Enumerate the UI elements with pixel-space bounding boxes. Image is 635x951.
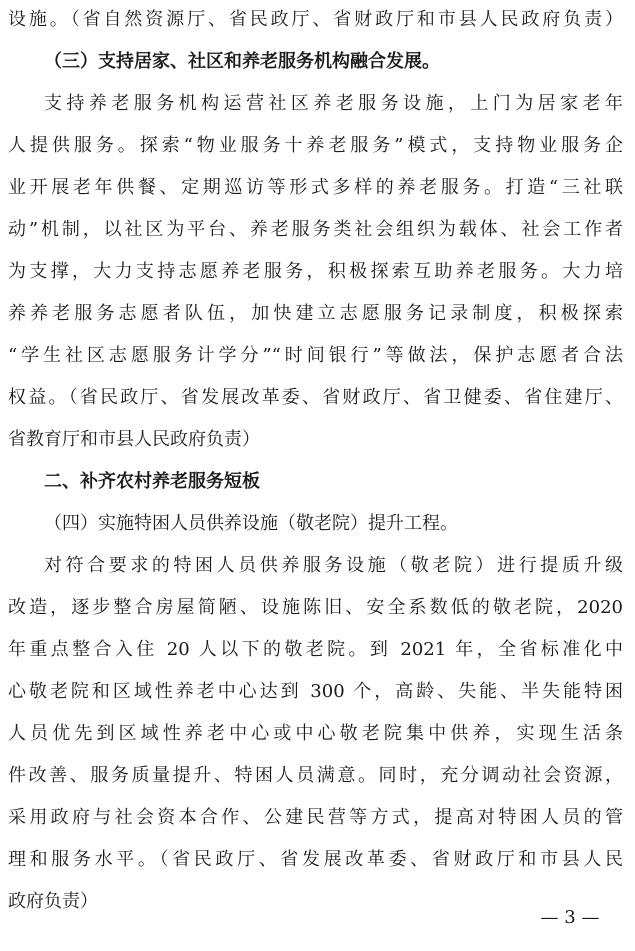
text-line-15: 改造，逐步整合房屋简陋、设施陈旧、安全系数低的敬老院，2020 xyxy=(8,597,623,618)
section-heading-2: 二、补齐农村养老服务短板 xyxy=(44,471,260,492)
page-number: — 3 — xyxy=(540,907,600,928)
text-line-05: 业开展老年供餐、定期巡访等形式多样的养老服务。打造“三社联 xyxy=(8,177,623,198)
text-line-07: 为支撑，大力支持志愿养老服务，积极探索互助养老服务。大力培 xyxy=(8,261,623,282)
text-line-06: 动”机制，以社区为平台、养老服务类社会组织为载体、社会工作者 xyxy=(8,219,623,240)
text-line-08: 养养老服务志愿者队伍，加快建立志愿服务记录制度，积极探索 xyxy=(8,303,623,324)
text-line-10: 权益。（省民政厅、省发展改革委、省财政厅、省卫健委、省住建厅、 xyxy=(8,387,623,408)
text-line-18: 人员优先到区域性养老中心或中心敬老院集中供养，实现生活条 xyxy=(8,723,623,744)
text-line-17: 心敬老院和区域性养老中心达到 300 个，高龄、失能、半失能特困 xyxy=(8,681,623,702)
text-line-16: 年重点整合入住 20 人以下的敬老院。到 2021 年，全省标准化中 xyxy=(8,639,623,660)
text-line-11: 省教育厅和市县人民政府负责） xyxy=(8,429,260,450)
text-line-20: 采用政府与社会资本合作、公建民营等方式，提高对特困人员的管 xyxy=(8,807,623,828)
text-line-01: 设施。（省自然资源厅、省民政厅、省财政厅和市县人民政府负责） xyxy=(8,9,623,30)
text-line-14: 对符合要求的特困人员供养服务设施（敬老院）进行提质升级 xyxy=(44,555,623,576)
subsection-heading-4: （四）实施特困人员供养设施（敬老院）提升工程。 xyxy=(44,513,458,534)
subsection-heading-3: （三）支持居家、社区和养老服务机构融合发展。 xyxy=(44,51,440,72)
text-line-21: 理和服务水平。（省民政厅、省发展改革委、省财政厅和市县人民 xyxy=(8,849,623,870)
text-line-09: “学生社区志愿服务计学分”“时间银行”等做法，保护志愿者合法 xyxy=(8,345,623,366)
text-line-19: 件改善、服务质量提升、特困人员满意。同时，充分调动社会资源， xyxy=(8,765,623,786)
text-line-04: 人提供服务。探索“物业服务十养老服务”模式，支持物业服务企 xyxy=(8,135,623,156)
text-line-03: 支持养老服务机构运营社区养老服务设施，上门为居家老年 xyxy=(44,93,623,114)
text-line-22: 政府负责） xyxy=(8,891,98,912)
